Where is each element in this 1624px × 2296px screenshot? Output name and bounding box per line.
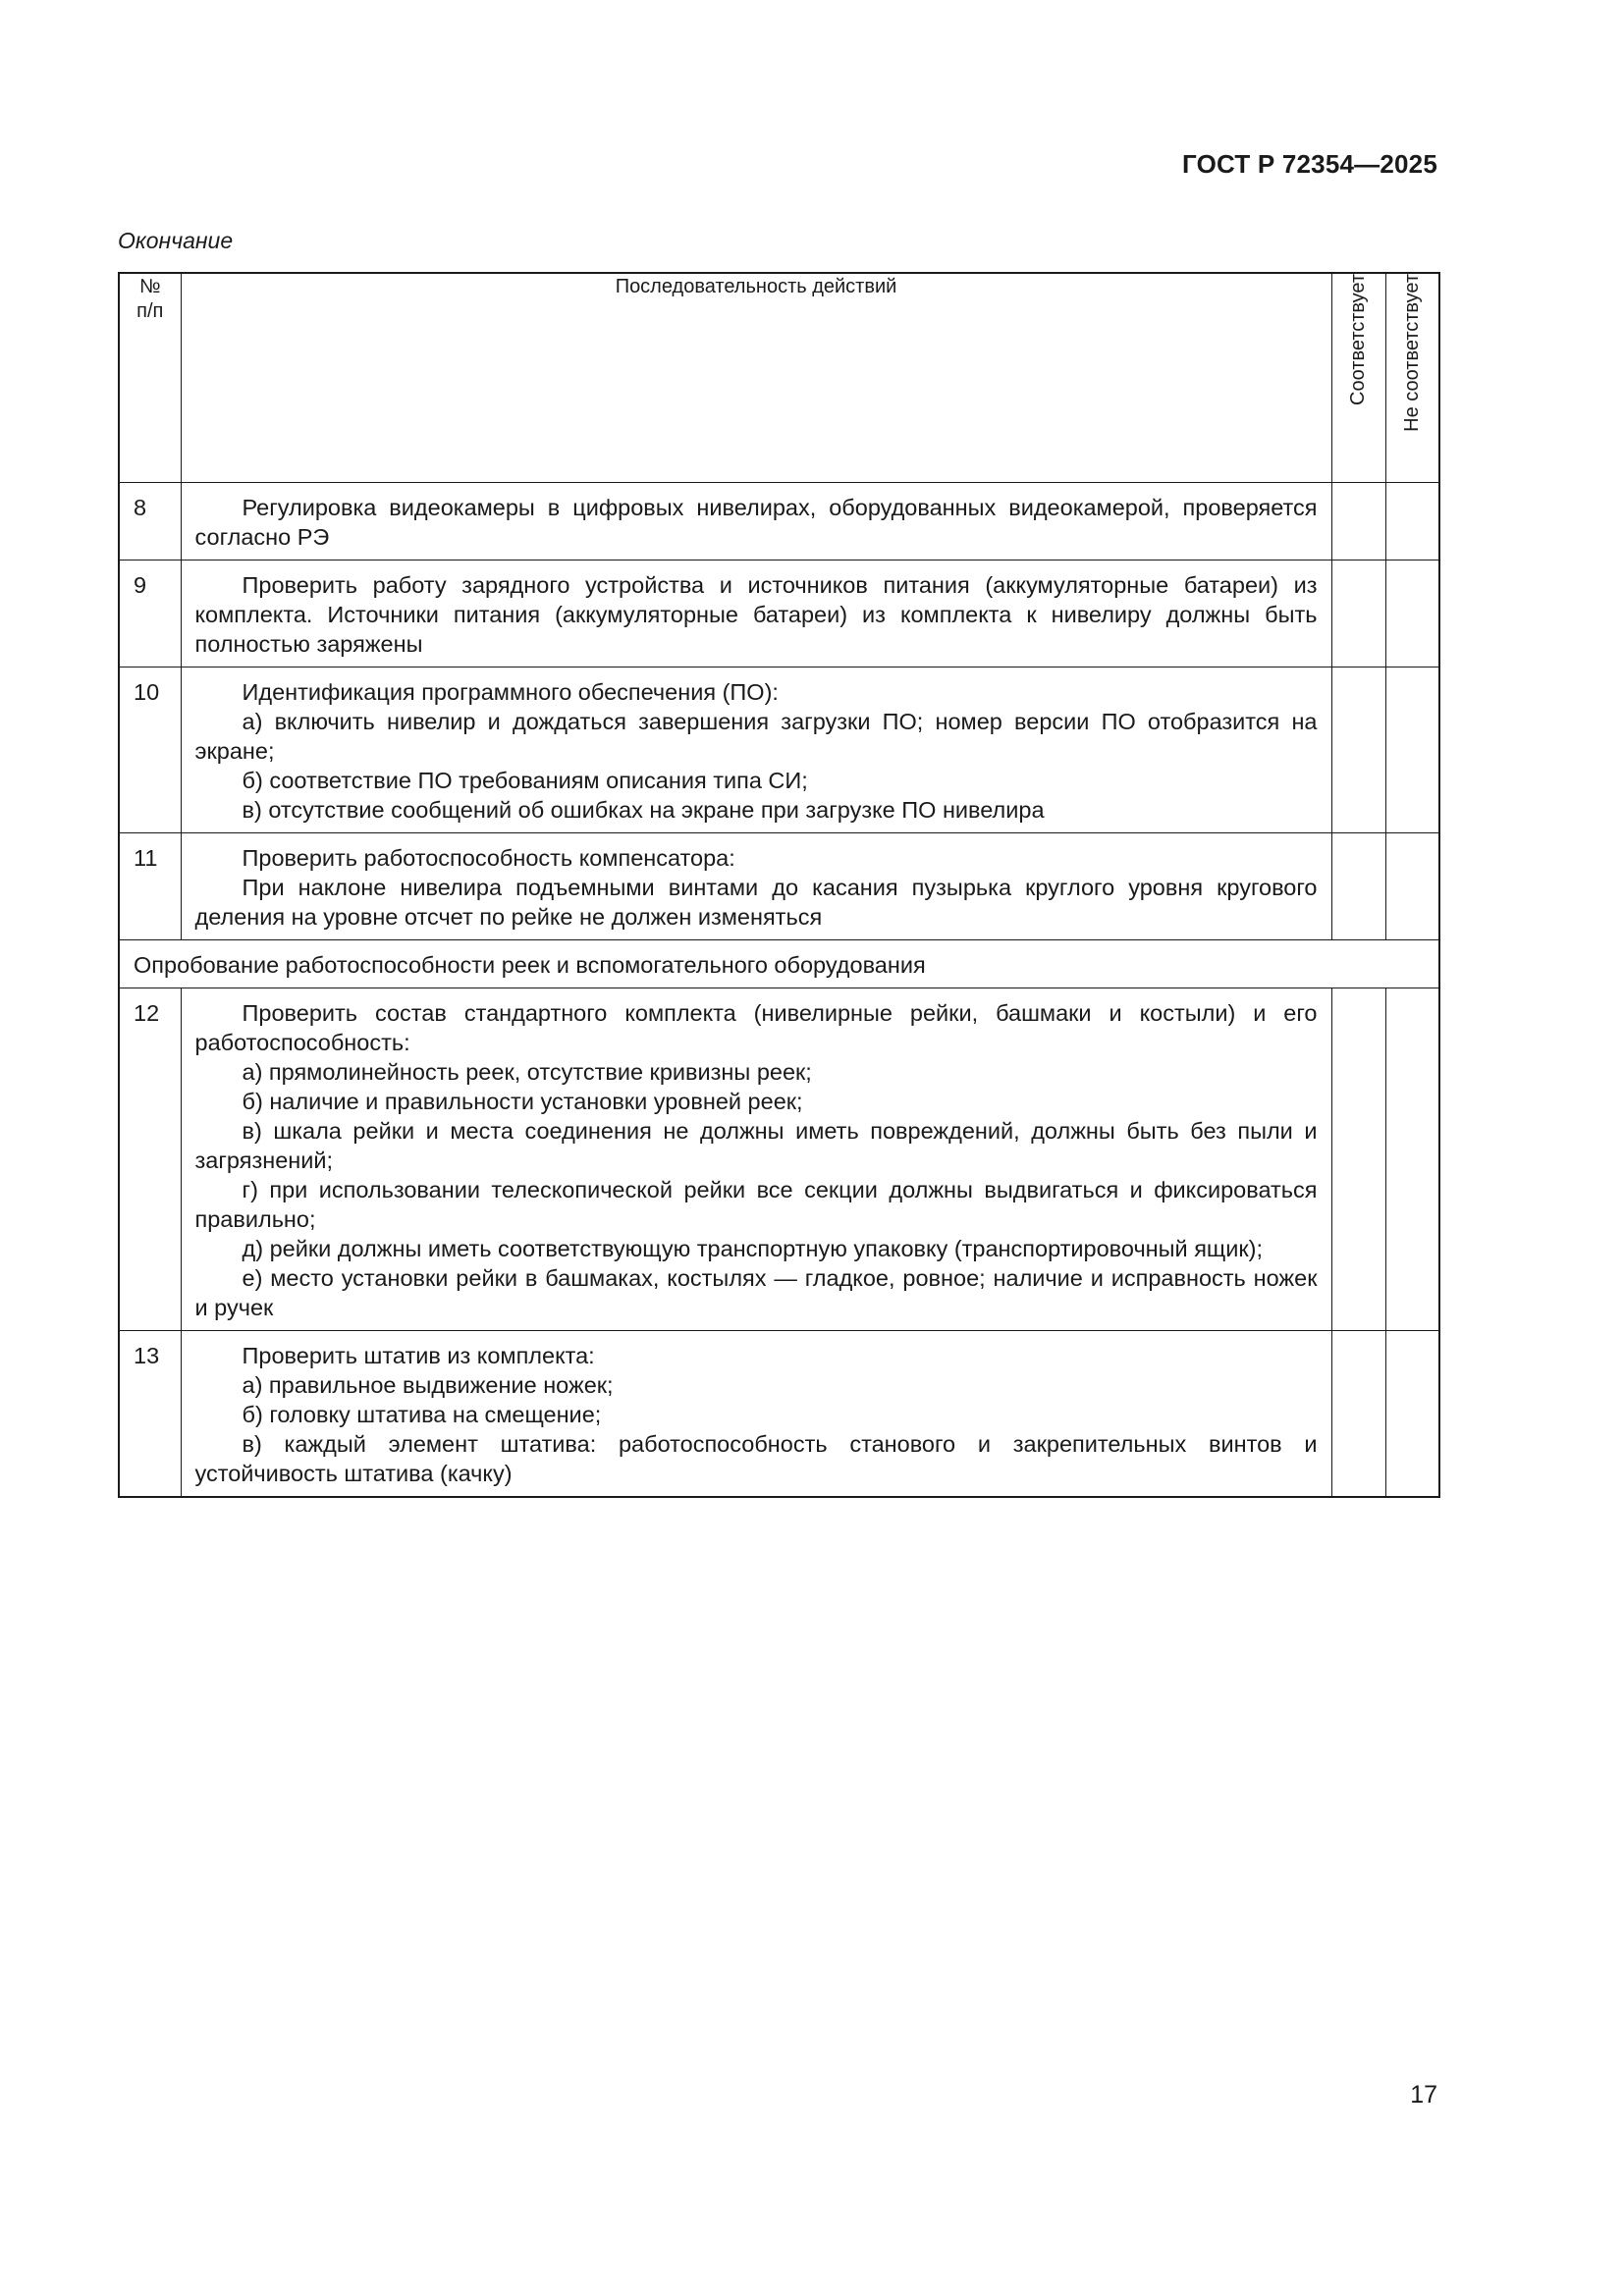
row-number: 10: [119, 667, 181, 833]
row-item: е) место установки рейки в башмаках, костылях — гладкое, ровное; наличие и исправность ножек и ручек: [194, 1265, 1318, 1320]
row-item: При наклоне нивелира подъемными винтами до касания пузырька круглого уровня кругового деления на уровне отсчет по рейке не должен изменяться: [194, 875, 1318, 930]
row-item: г) при использовании телескопической рейки все секции должны выдвигаться и фиксироваться правильно;: [194, 1177, 1318, 1232]
row-number: 12: [119, 988, 181, 1331]
row-number: 9: [119, 561, 181, 667]
row-actions: [181, 988, 1331, 1331]
row-item: в) отсутствие сообщений об ошибках на экране при загрузке ПО нивелира: [242, 797, 1045, 823]
header-noncompliant-label: Не соответствует: [1400, 274, 1423, 432]
row-item: в) каждый элемент штатива: работоспособность станового и закрепительных винтов и устойчивость штатива (качку): [194, 1431, 1318, 1486]
header-number-abbr: п/п: [136, 300, 164, 322]
header-number: [119, 273, 181, 483]
row-lead: Проверить состав стандартного комплекта (нивелирные рейки, башмаки и костыли) и его работоспособность:: [194, 1000, 1318, 1055]
row-number: 8: [119, 483, 181, 561]
row-item: а) прямолинейность реек, отсутствие кривизны реек;: [242, 1059, 812, 1085]
compliant-checkbox-cell[interactable]: [1331, 561, 1385, 667]
row-item: б) соответствие ПО требованиям описания типа СИ;: [242, 768, 808, 793]
document-code: ГОСТ Р 72354—2025: [1182, 149, 1437, 179]
row-actions: [181, 1331, 1331, 1498]
noncompliant-checkbox-cell[interactable]: [1385, 483, 1439, 561]
row-item: а) включить нивелир и дождаться завершения загрузки ПО; номер версии ПО отобразится на экране;: [194, 709, 1318, 764]
table-row: [119, 988, 1439, 1331]
compliant-checkbox-cell[interactable]: [1331, 833, 1385, 940]
compliant-checkbox-cell[interactable]: [1331, 988, 1385, 1331]
row-lead: Регулировка видеокамеры в цифровых нивелирах, оборудованных видеокамерой, проверяется согласно РЭ: [194, 495, 1318, 550]
noncompliant-checkbox-cell[interactable]: [1385, 667, 1439, 833]
header-noncompliant: [1385, 273, 1439, 483]
compliant-checkbox-cell[interactable]: [1331, 483, 1385, 561]
page-number: 17: [1410, 2081, 1437, 2109]
header-actions: Последовательность действий: [181, 273, 1331, 483]
compliant-checkbox-cell[interactable]: [1331, 1331, 1385, 1498]
row-lead: Идентификация программного обеспечения (ПО):: [242, 679, 779, 705]
row-item: б) головку штатива на смещение;: [242, 1402, 602, 1427]
section-row: [119, 940, 1439, 988]
table-row: [119, 483, 1439, 561]
noncompliant-checkbox-cell[interactable]: [1385, 1331, 1439, 1498]
row-item: д) рейки должны иметь соответствующую транспортную упаковку (транспортировочный ящик);: [242, 1236, 1264, 1261]
table-row: [119, 667, 1439, 833]
header-compliant: [1331, 273, 1385, 483]
row-lead: Проверить работоспособность компенсатора:: [242, 845, 735, 871]
row-actions: [181, 833, 1331, 940]
row-actions: [181, 561, 1331, 667]
row-item: в) шкала рейки и места соединения не должны иметь повреждений, должны быть без пыли и загрязнений;: [194, 1118, 1318, 1173]
header-compliant-label: Соответствует: [1347, 274, 1369, 405]
noncompliant-checkbox-cell[interactable]: [1385, 561, 1439, 667]
row-lead: Проверить штатив из комплекта:: [242, 1343, 595, 1368]
table-row: [119, 561, 1439, 667]
section-title: Опробование работоспособности реек и вспомогательного оборудования: [119, 940, 1439, 988]
header-number-sign: №: [139, 276, 161, 297]
table-header-row: [119, 273, 1439, 483]
checklist-table: [118, 272, 1440, 1498]
noncompliant-checkbox-cell[interactable]: [1385, 988, 1439, 1331]
noncompliant-checkbox-cell[interactable]: [1385, 833, 1439, 940]
row-number: 11: [119, 833, 181, 940]
row-item: б) наличие и правильности установки уровней реек;: [242, 1089, 803, 1114]
row-item: а) правильное выдвижение ножек;: [242, 1372, 614, 1398]
table-row: [119, 833, 1439, 940]
table-row: [119, 1331, 1439, 1498]
row-number: 13: [119, 1331, 181, 1498]
row-actions: [181, 483, 1331, 561]
continuation-label: Окончание: [118, 228, 234, 253]
compliant-checkbox-cell[interactable]: [1331, 667, 1385, 833]
row-lead: Проверить работу зарядного устройства и источников питания (аккумуляторные батареи) из комплекта. Источники питания (аккумуляторные батареи) из комплекта к нивелиру должны быть полностью заряжены: [194, 572, 1318, 657]
row-actions: [181, 667, 1331, 833]
